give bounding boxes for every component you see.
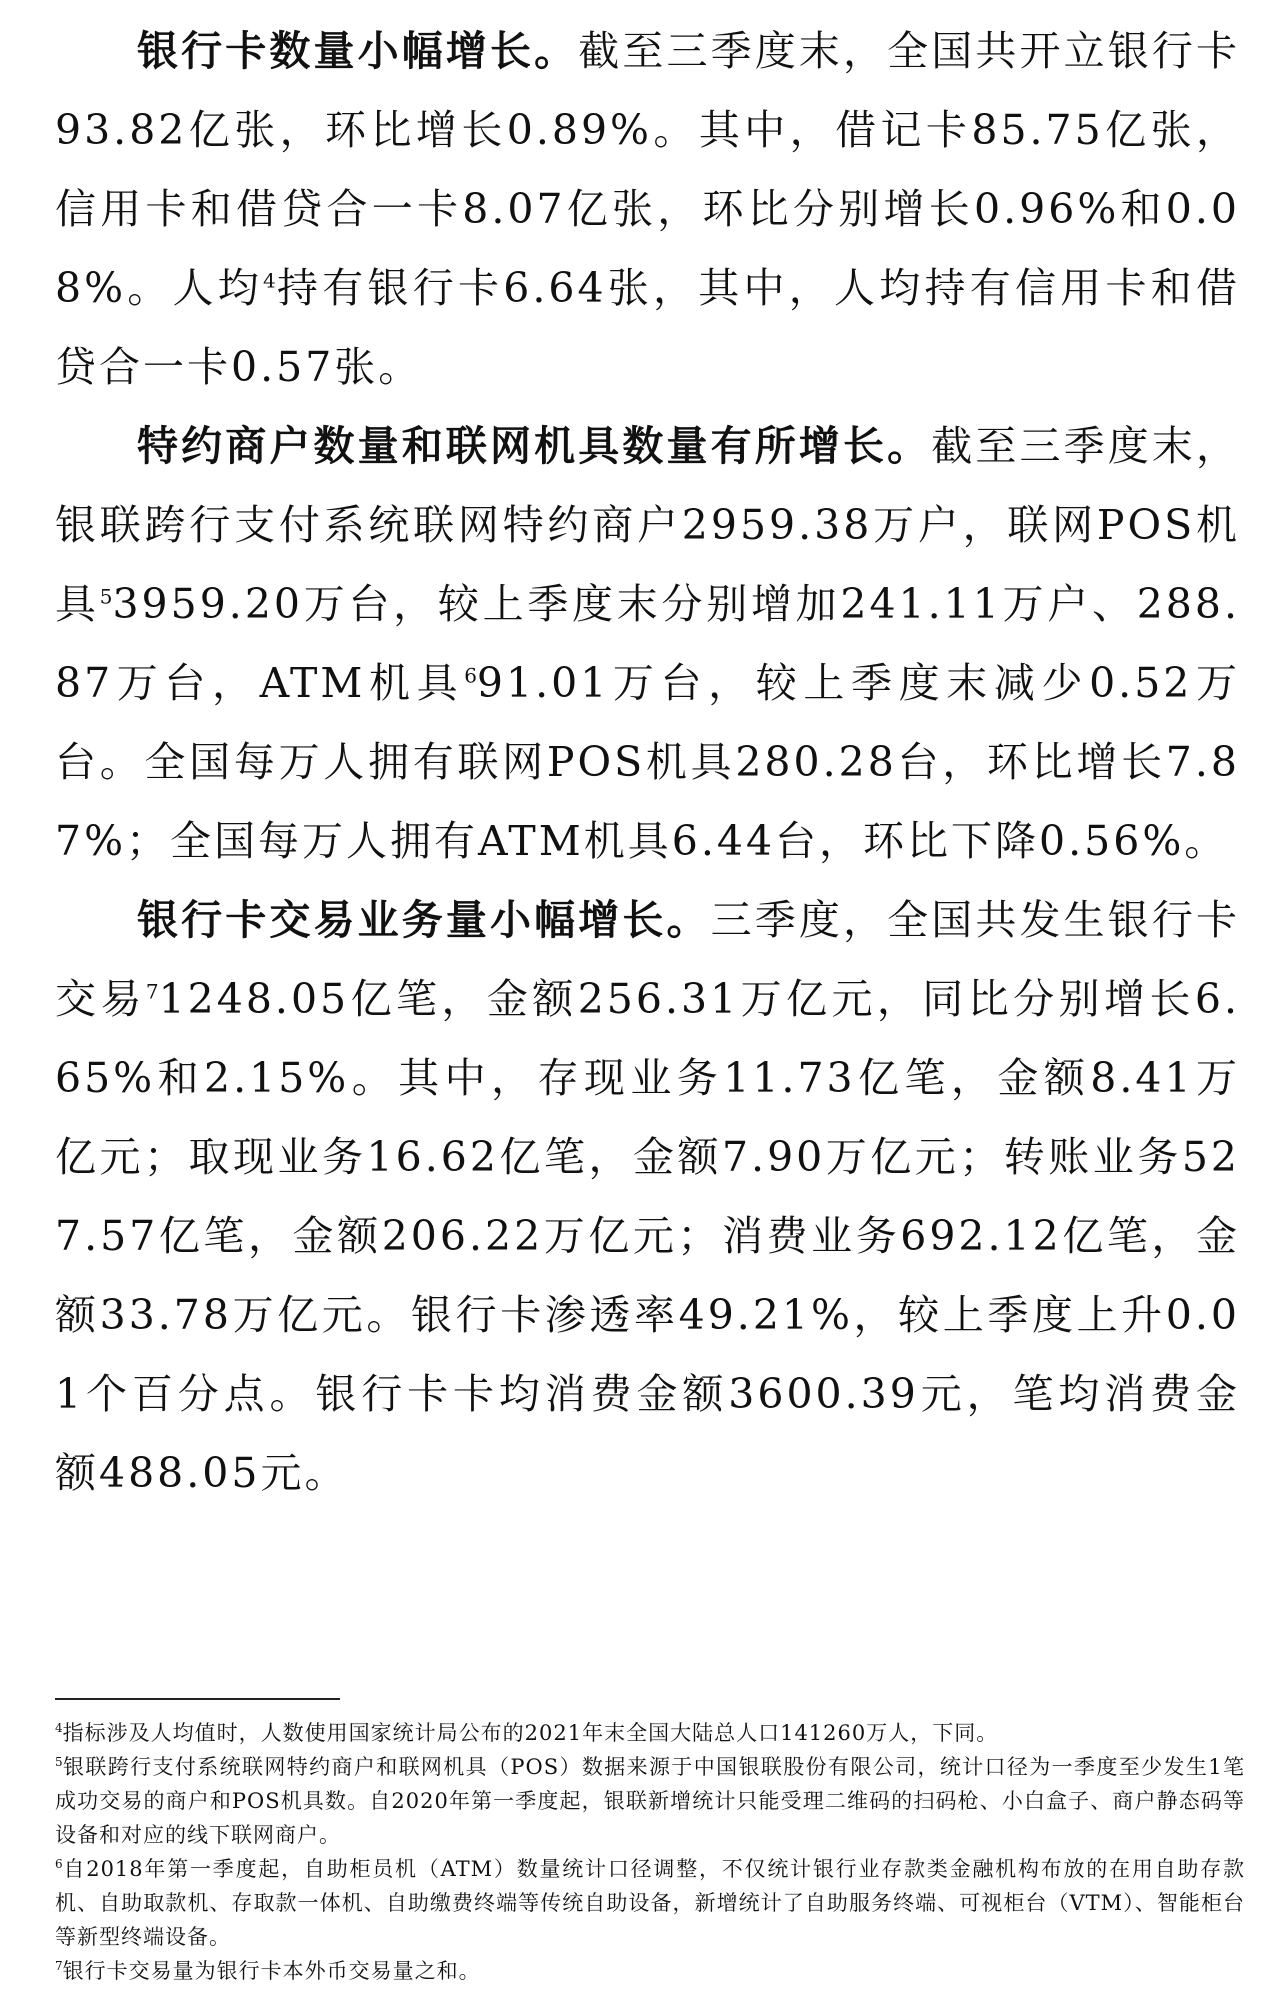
paragraph-card-transactions	[55, 881, 1240, 1513]
footnote-mark: 6	[55, 1857, 63, 1871]
footnote-ref-7[interactable]: 7	[145, 979, 159, 1004]
footnote-text: 银联跨行支付系统联网特约商户和联网机具（POS）数据来源于中国银联股份有限公司，统计口径为一季度至少发生1笔成功交易的商户和POS机具数。自2020年第一季度起，银联新增统计只能受理二维码的扫码枪、小白盒子、商户静态码等设备和对应的线下联网商户。	[55, 1755, 1245, 1847]
body-text	[55, 12, 1240, 1513]
paragraph-text: 三季度，全国共发生银行卡交易	[55, 896, 1240, 1023]
footnote-mark: 7	[55, 1959, 63, 1973]
paragraph-lead: 银行卡交易业务量小幅增长。	[137, 896, 711, 944]
footnote-ref-5[interactable]: 5	[99, 584, 113, 609]
footnote-text: 指标涉及人均值时，人数使用国家统计局公布的2021年末全国大陆总人口141260万人，下同。	[62, 1721, 999, 1745]
paragraph-lead: 银行卡数量小幅增长。	[137, 27, 579, 75]
footnote-6	[55, 1852, 1245, 1954]
footnote-text: 自2018年第一季度起，自助柜员机（ATM）数量统计口径调整，不仅统计银行业存款类金融机构布放的在用自助存款机、自助取款机、存取款一体机、自助缴费终端等传统自助设备，新增统计了自助服务终端、可视柜台（VTM）、智能柜台等新型终端设备。	[55, 1857, 1245, 1949]
paragraph-text: 持有银行卡6.64张，其中，人均持有信用卡和借贷合一卡0.57张。	[55, 264, 1240, 391]
paragraph-text: 91.01万台，较上季度末减少0.52万台。全国每万人拥有联网POS机具280.28台，环比增长7.87%；全国每万人拥有ATM机具6.44台，环比下降0.56%。	[55, 659, 1240, 865]
footnote-mark: 5	[55, 1755, 63, 1769]
paragraph-text: 截至三季度末，全国共开立银行卡93.82亿张，环比增长0.89%。其中，借记卡85.75亿张，信用卡和借贷合一卡8.07亿张，环比分别增长0.96%和0.08%。人均	[55, 27, 1240, 312]
paragraph-bank-card-count	[55, 12, 1240, 407]
footnote-7	[55, 1954, 1245, 1988]
paragraph-text: 截至三季度末，银联跨行支付系统联网特约商户2959.38万户，联网POS机具	[55, 422, 1240, 628]
paragraph-text: 3959.20万台，较上季度末分别增加241.11万户、288.87万台，ATM机具	[55, 580, 1241, 707]
paragraph-merchants-terminals	[55, 407, 1240, 881]
paragraph-lead: 特约商户数量和联网机具数量有所增长。	[137, 422, 932, 470]
footnote-mark: 4	[55, 1721, 63, 1735]
paragraph-text: 1248.05亿笔，金额256.31万亿元，同比分别增长6.65%和2.15%。其中，存现业务11.73亿笔，金额8.41万亿元；取现业务16.62亿笔，金额7.90万亿元；转账业务527.57亿笔，金额206.22万亿元；消费业务692.12亿笔，金额33.78万亿元。银行卡渗透率49.21%，较上季度上升0.01个百分点。银行卡卡均消费金额3600.39元，笔均消费金额488.05元。	[55, 975, 1240, 1497]
footnotes	[55, 1716, 1245, 1988]
footnote-5	[55, 1750, 1245, 1852]
footnote-divider	[55, 1698, 340, 1700]
footnote-ref-6[interactable]: 6	[464, 663, 477, 688]
footnote-ref-4[interactable]: 4	[263, 268, 276, 293]
footnote-text: 银行卡交易量为银行卡本外币交易量之和。	[62, 1959, 481, 1983]
footnote-4	[55, 1716, 1245, 1750]
